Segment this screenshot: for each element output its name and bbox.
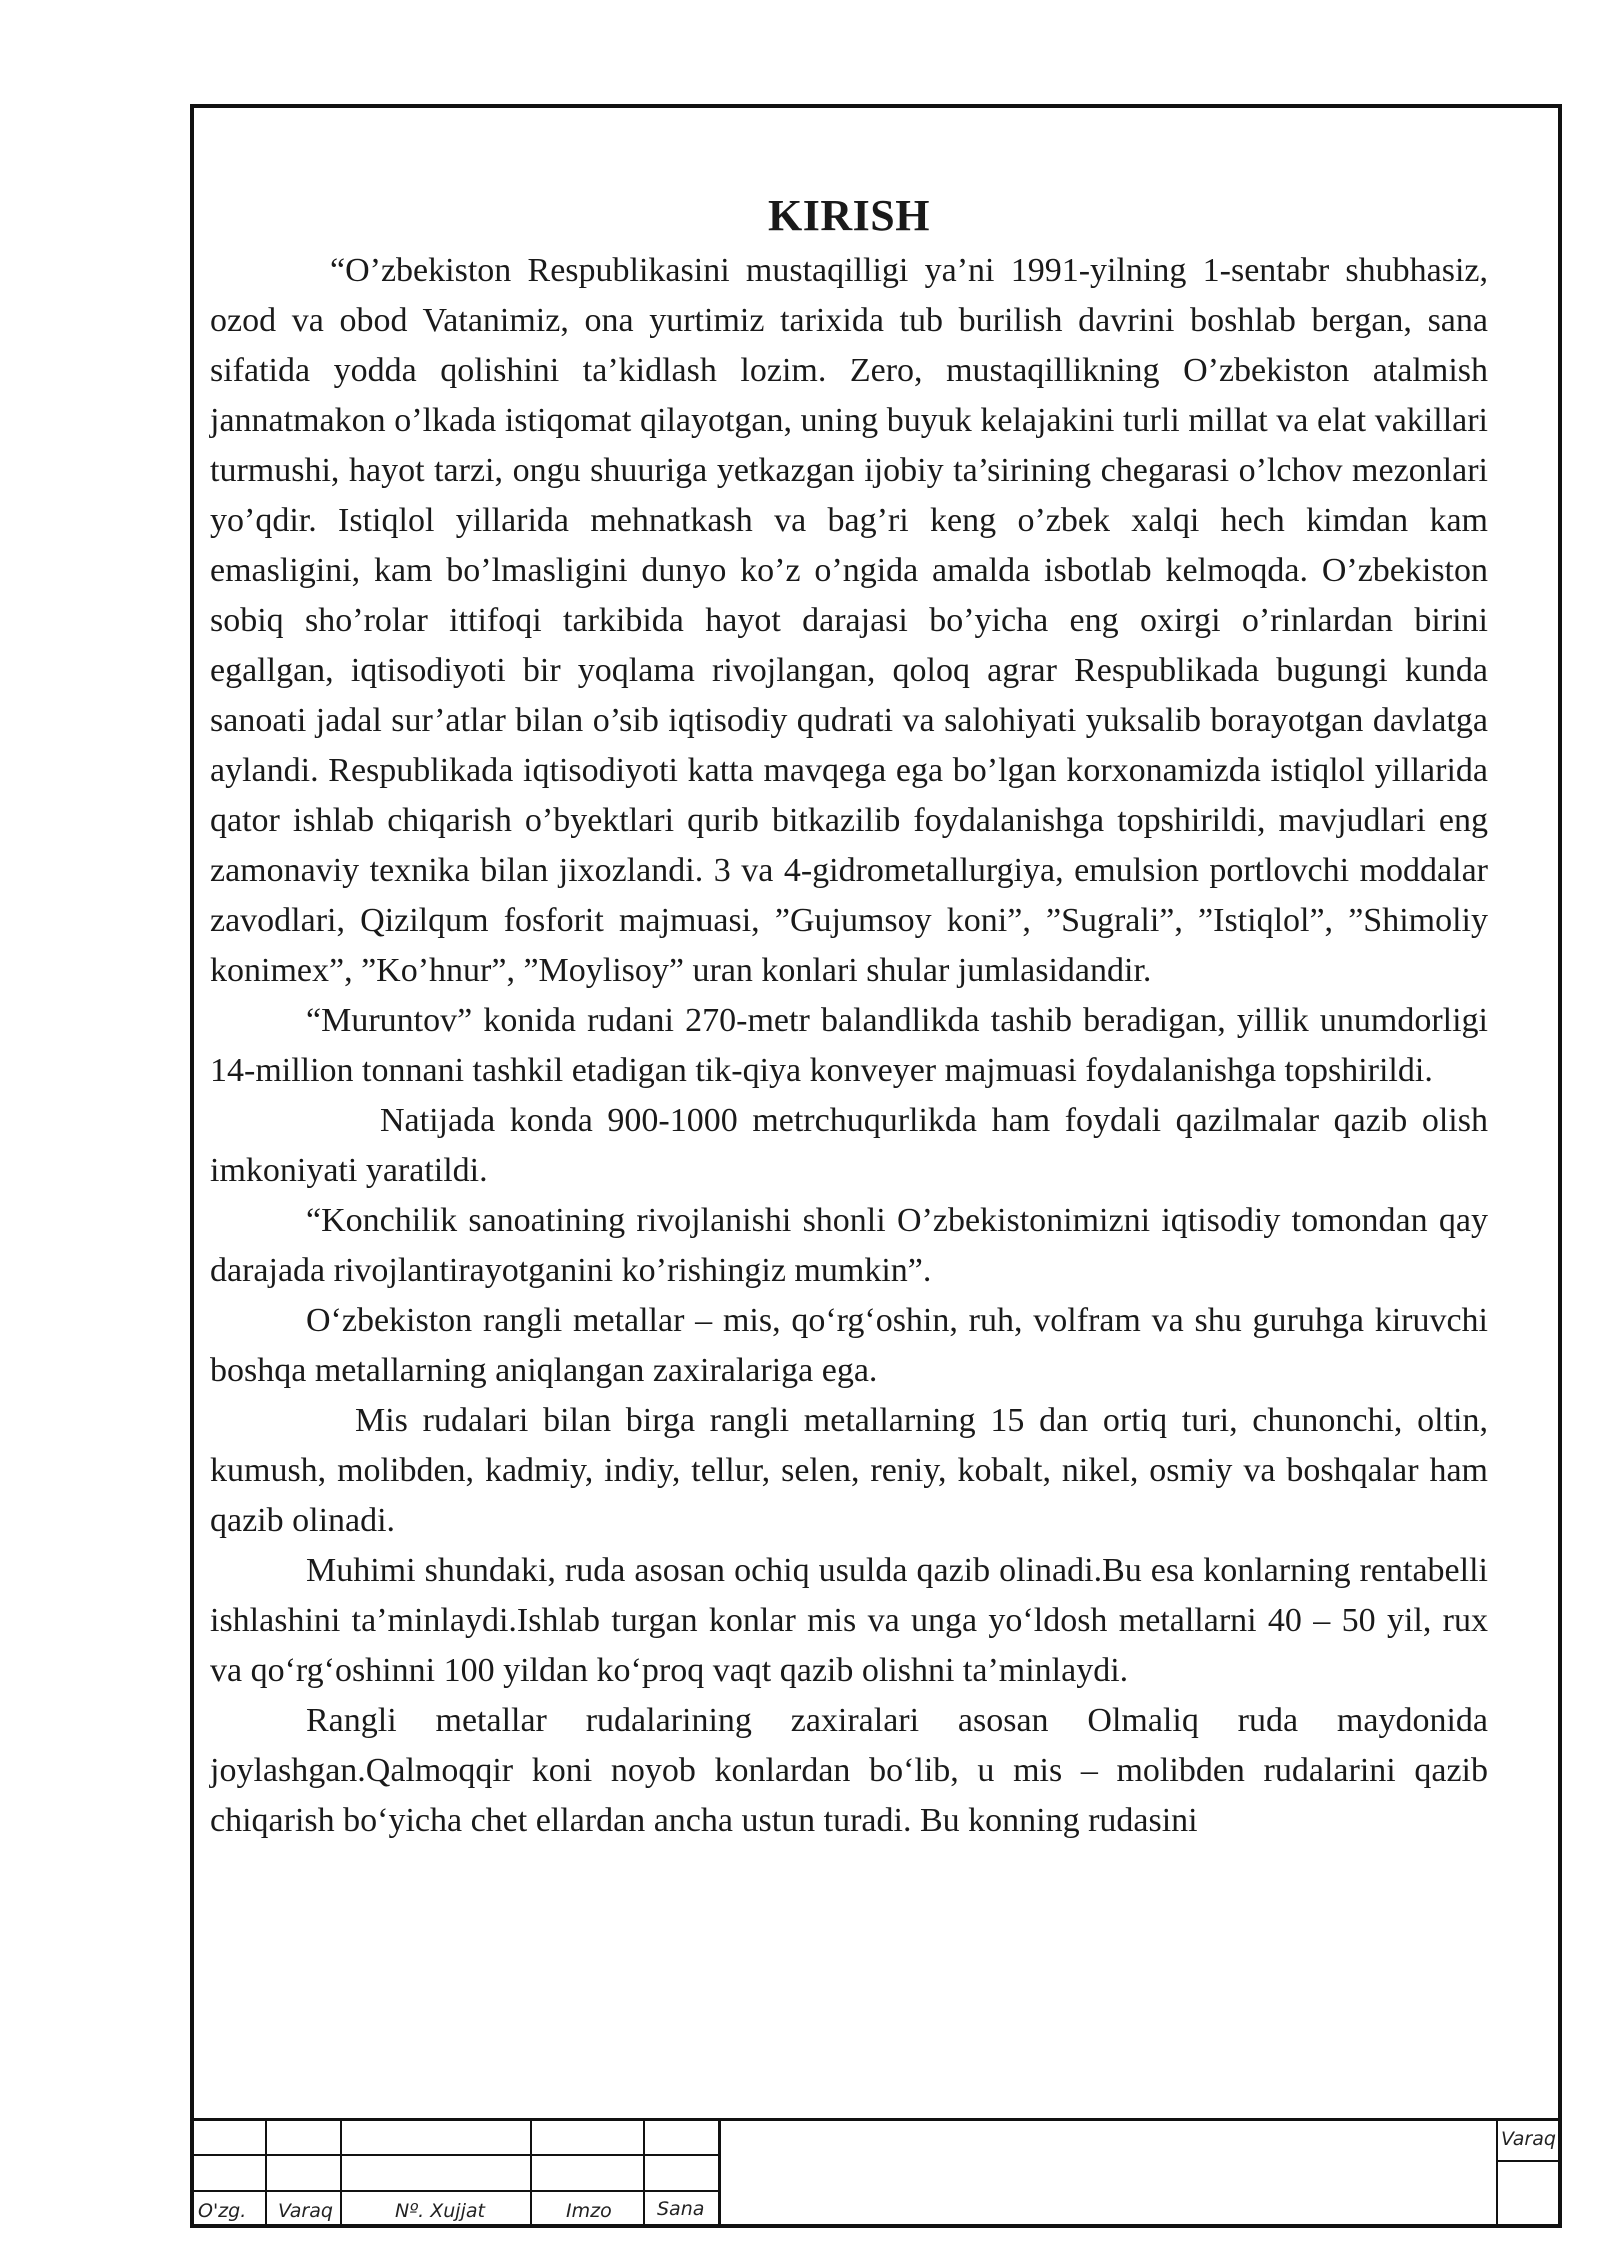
paragraph-6: Mis rudalari bilan birga rangli metallarning 15 dan ortiq turi, chunonchi, oltin, kumush, molibden, kadmiy, indiy, tellur, selen, reniy, kobalt, nikel, osmiy va boshqalar ham qazib olinadi.: [210, 1402, 1488, 1539]
paragraph-8: Rangli metallar rudalarining zaxiralari asosan Olmaliq ruda maydonida joylashgan.Qalmoqqir koni noyob konlardan bo‘lib, u mis – molibden rudalarini qazib chiqarish bo‘yicha chet ellardan ancha ustun turadi. Bu konning rudasini: [210, 1702, 1488, 1839]
title-block-stamp: [190, 2118, 1562, 2228]
stamp-sheet-label: Varaq: [1501, 2128, 1556, 2150]
stamp-col-doc-no: Nº. Xujjat: [395, 2200, 485, 2222]
document-title: KIRISH: [768, 191, 930, 240]
stamp-col-sheet: Varaq: [278, 2200, 333, 2222]
paragraph-3: Natijada konda 900-1000 metrchuqurlikda ham foydali qazilmalar qazib olish imkoniyati yaratildi.: [210, 1102, 1488, 1189]
paragraph-1: “O’zbekiston Respublikasini mustaqilligi ya’ni 1991-yilning 1-sentabr shubhasiz, ozod va obod Vatanimiz, ona yurtimiz tarixida tub burilish davrini boshlab bergan, sana sifatida yodda qolishini ta’kidlash lozim. Zero, mustaqillikning O’zbekiston atalmish jannatmakon o’lkada istiqomat qilayotgan, uning buyuk kelajakini turli millat va elat vakillari turmushi, hayot tarzi, ongu shuuriga yetkazgan ijobiy ta’sirining chegarasi o’lchov mezonlari yo’qdir. Istiqlol yillarida mehnatkash va bag’ri keng o’zbek xalqi hech kimdan kam emasligini, kam bo’lmasligini dunyo ko’z o’ngida amalda isbotlab kelmoqda. O’zbekiston sobiq sho’rolar ittifoqi tarkibida hayot darajasi bo’yicha eng oxirgi o’rinlardan birini egallgan, iqtisodiyoti bir yoqlama rivojlangan, qoloq agrar Respublikada bugungi kunda sanoati jadal sur’atlar bilan o’sib iqtisodiy qudrati va salohiyati yuksalib borayotgan davlatga aylandi. Respublikada iqtisodiyoti katta mavqega ega bo’lgan korxonamizda istiqlol yillarida qator ishlab chiqarish o’byektlari qurib bitkazilib foydalanishga topshirildi, mavjudlari eng zamonaviy texnika bilan jixozlandi. 3 va 4-gidrometallurgiya, emulsion portlovchi moddalar zavodlari, Qizilqum fosforit majmuasi, ”Gujumsoy koni”, ”Sugrali”, ”Istiqlol”, ”Shimoliy konimex”, ”Ko’hnur”, ”Moylisoy” uran konlari shular jumlasidandir.: [210, 252, 1488, 989]
paragraph-4: “Konchilik sanoatining rivojlanishi shonli O’zbekistonimizni iqtisodiy tomondan qay darajada rivojlantirayotganini ko’rishingiz mumkin”.: [210, 1202, 1488, 1289]
document-body: [210, 186, 1488, 1846]
paragraph-2: “Muruntov” konida rudani 270-metr balandlikda tashib beradigan, yillik unumdorligi 14-million tonnani tashkil etadigan tik-qiya konveyer majmuasi foydalanishga topshirildi.: [210, 1002, 1488, 1089]
paragraph-5: O‘zbekiston rangli metallar – mis, qo‘rg‘oshin, ruh, volfram va shu guruhga kiruvchi boshqa metallarning aniqlangan zaxiralariga ega.: [210, 1302, 1488, 1389]
stamp-col-date: Sana: [657, 2198, 705, 2220]
stamp-col-signature: Imzo: [566, 2200, 612, 2222]
paragraph-7: Muhimi shundaki, ruda asosan ochiq usulda qazib olinadi.Bu esa konlarning rentabelli ishlashini ta’minlaydi.Ishlab turgan konlar mis va unga yo‘ldosh metallarni 40 – 50 yil, rux va qo‘rg‘oshinni 100 yildan ko‘proq vaqt qazib olishni ta’minlaydi.: [210, 1552, 1488, 1689]
stamp-col-change: O'zg.: [198, 2200, 247, 2222]
